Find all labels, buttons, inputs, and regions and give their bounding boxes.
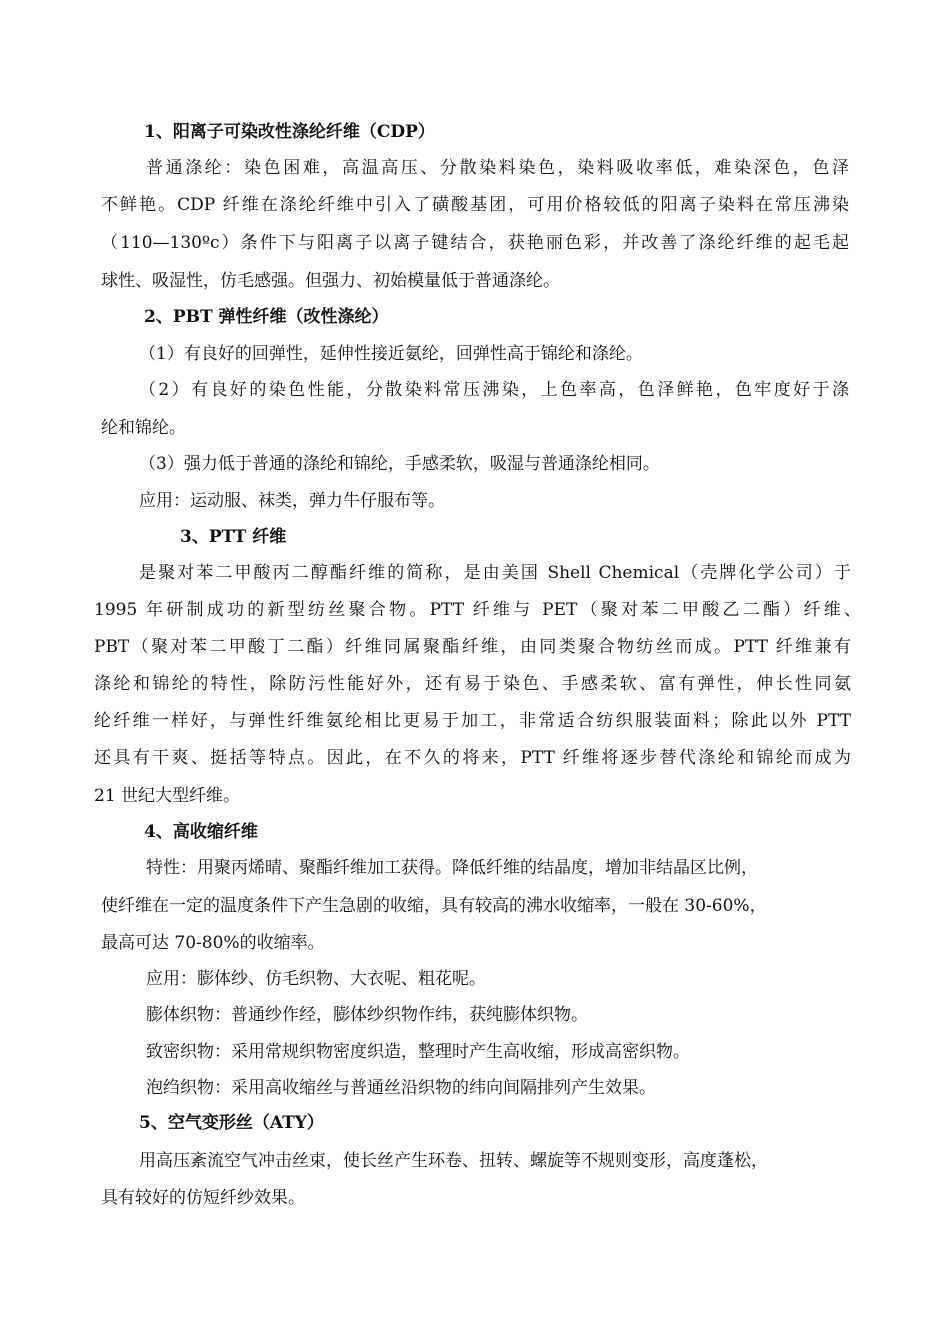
- paragraph-line: 纶和锦纶。: [101, 418, 186, 438]
- paragraph-line: 致密织物：采用常规织物密度织造，整理时产生高收缩，形成高密织物。: [146, 1042, 690, 1062]
- paragraph-line: 还具有干爽、挺括等特点。因此，在不久的将来，PTT 纤维将逐步替代涤纶和锦纶而成为: [94, 748, 851, 768]
- paragraph-line: 使纤维在一定的温度条件下产生急剧的收缩，具有较高的沸水收缩率，一般在 30-60%，: [101, 896, 767, 916]
- paragraph-line: （3）强力低于普通的涤纶和锦纶，手感柔软，吸湿与普通涤纶相同。: [139, 454, 660, 474]
- paragraph-line: （1）有良好的回弹性，延伸性接近氨纶，回弹性高于锦纶和涤纶。: [139, 344, 643, 364]
- paragraph-line: 具有较好的仿短纤纱效果。: [101, 1188, 305, 1208]
- paragraph-line: 用高压紊流空气冲击丝束，使长丝产生环卷、扭转、螺旋等不规则变形，高度蓬松，: [139, 1151, 768, 1171]
- paragraph-line: 1995 年研制成功的新型纺丝聚合物。PTT 纤维与 PET（聚对苯二甲酸乙二酯）纤维、: [94, 600, 861, 620]
- paragraph-line: 特性：用聚丙烯晴、聚酯纤维加工获得。降低纤维的结晶度，增加非结晶区比例，: [146, 858, 758, 878]
- paragraph-line: （110—130ºc）条件下与阳离子以离子键结合，获艳丽色彩，并改善了涤纶纤维的起毛起: [101, 233, 849, 253]
- paragraph-line: （2）有良好的染色性能，分散染料常压沸染，上色率高，色泽鲜艳，色牢度好于涤: [139, 380, 849, 400]
- section-heading-3: 3、PTT 纤维: [180, 527, 287, 547]
- section-heading-2: 2、PBT 弹性纤维（改性涤纶）: [144, 307, 389, 327]
- paragraph-line: 21 世纪大型纤维。: [94, 786, 241, 806]
- paragraph-line: 纶纤维一样好，与弹性纤维氨纶相比更易于加工，非常适合纺织服装面料；除此以外 PTT: [94, 711, 851, 731]
- paragraph-line: 泡绉织物：采用高收缩丝与普通丝沿织物的纬向间隔排列产生效果。: [146, 1078, 656, 1098]
- paragraph-line: 涤纶和锦纶的特性，除防污性能好外，还有易于染色、手感柔软、富有弹性，伸长性同氨: [94, 674, 851, 694]
- paragraph-line: 膨体织物：普通纱作经，膨体纱织物作纬，获纯膨体织物。: [146, 1005, 588, 1025]
- paragraph-line: 是聚对苯二甲酸丙二醇酯纤维的简称，是由美国 Shell Chemical（壳牌化学公司）于: [139, 563, 851, 583]
- paragraph-line: 普通涤纶：染色困难，高温高压、分散染料染色，染料吸收率低，难染深色，色泽: [146, 158, 849, 178]
- section-heading-4: 4、高收缩纤维: [144, 822, 258, 842]
- section-heading-5: 5、空气变形丝（ATY）: [139, 1113, 324, 1133]
- paragraph-line: 不鲜艳。CDP 纤维在涤纶纤维中引入了磺酸基团，可用价格较低的阳离子染料在常压沸染: [101, 195, 849, 215]
- paragraph-line: 最高可达 70-80%的收缩率。: [101, 933, 325, 953]
- paragraph-line: 应用：运动服、袜类，弹力牛仔服布等。: [139, 491, 445, 511]
- section-heading-1: 1、阳离子可染改性涤纶纤维（CDP）: [144, 122, 435, 142]
- paragraph-line: 球性、吸湿性，仿毛感强。但强力、初始模量低于普通涤纶。: [101, 271, 560, 291]
- paragraph-line: PBT（聚对苯二甲酸丁二酯）纤维同属聚酯纤维，由同类聚合物纺丝而成。PTT 纤维兼有: [94, 637, 851, 657]
- paragraph-line: 应用：膨体纱、仿毛织物、大衣呢、粗花呢。: [146, 969, 486, 989]
